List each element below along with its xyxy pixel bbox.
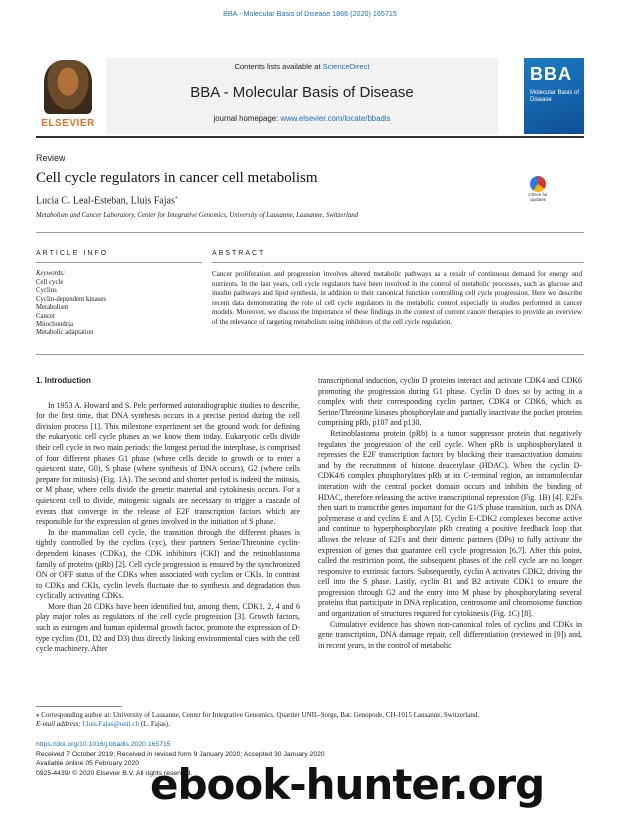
body-paragraph: In the mammalian cell cycle, the transition through the different phases is tightly controlled by the cyclins (cyc), their partners Serine/Threonine cyclin-dependent kinases (CDKs), the CDK inhibitors (CKI) and the retinoblastoma family of proteins (pRb) [2]. Cell cycle progression is ensured by the synchronized ON or OFF status of the CDKs when associated with cyclins or CKIs. In contrast to CDKs and CKIs, cyclin levels fluctuate due to synthesis and degradation thus cyclically activating CDKs. (36, 527, 300, 601)
email-suffix: (L. Fajas). (139, 720, 170, 728)
body-left-column (36, 376, 300, 655)
email-label: E-mail address: (36, 720, 83, 728)
affiliation: Metabolism and Cancer Laboratory, Center for Integrative Genomics, University of Lausanne, Lausanne, Switzerland (36, 212, 359, 219)
copyright: 0925-4439/ © 2020 Elsevier B.V. All rights reserved. (36, 769, 193, 777)
contents-line (106, 62, 498, 71)
body-paragraph: Cumulative evidence has shown non-canonical roles of cyclins and CDKs in gene transcription, DNA damage repair, cell differentiation (reviewed in [9]) and, in recent years, in the control of metabolic (318, 619, 582, 650)
cover-subtitle: Molecular Basis of Disease (530, 90, 580, 103)
body-paragraph: More than 20 CDKs have been identified but, among them, CDK1, 2, 4 and 6 play major roles as regulators of the cell cycle progression [3]. Growth factors, such as estrogen and human epidermal growth factor, promote the expression of D-type cyclins (D1, D2 and D3) thus directly linking environmental cues with the cell cycle machinery. After (36, 601, 300, 654)
check-for-updates-button[interactable] (523, 176, 553, 206)
article-type: Review (36, 153, 66, 163)
author-list (36, 194, 178, 206)
crossmark-icon (530, 176, 546, 192)
available-online: Available online 05 February 2020 (36, 760, 140, 767)
received-dates: Received 7 October 2019; Received in revised form 9 January 2020; Accepted 30 January 2020 (36, 750, 325, 758)
elsevier-tree-icon (44, 60, 92, 114)
header-divider (36, 232, 584, 233)
footnote (36, 711, 584, 729)
email-line (36, 720, 584, 729)
article-title: Cell cycle regulators in cancer cell metabolism (36, 170, 318, 186)
keyword: Metabolic adaptation (36, 329, 94, 337)
watermark: ebook-hunter.org (150, 760, 545, 809)
publisher-logo-text: ELSEVIER (41, 118, 95, 129)
corresponding-author-mark[interactable]: ⁎ (174, 195, 178, 201)
footnote-rule (36, 706, 122, 707)
authors-text: Lucia C. Leal-Esteban, Lluis Fajas (36, 195, 175, 207)
abstract-divider (36, 354, 584, 355)
keyword: Cell cycle (36, 279, 64, 286)
homepage-prefix: journal homepage: (213, 114, 281, 123)
keyword: Cyclin-dependent kinases (36, 295, 107, 303)
keyword: Cyclins (36, 287, 57, 295)
cover-title: BBA (530, 64, 572, 84)
keyword-list (36, 279, 106, 338)
body-paragraph: transcriptional induction, cyclin D proteins interact and activate CDK4 and CDK6 promoting the progression during G1 phase. Cyclin D does so by acting in a complex with their corresponding cyclin partner, CDK4 or CDK6, which as Serine/Threonine kinases phosphorylate and partially inactivate the pocket proteins comprising pRb, p107 and p130. (318, 376, 582, 428)
abstract-text: Cancer proliferation and progression involves altered metabolic pathways as a result of continuous demand for energy and nutrients. In the last years, cell cycle regulators have been involved in the control of metabolic processes, such as glucose and insulin pathways and lipid synthesis, in addition to their canonical function controlling cell cycle progression. Here we describe recent data demonstrating the role of cell cycle regulators in the metabolic control especially in studies performed in cancer models. Moreover, we discuss the importance of these findings in the context of current cancer therapies to provide an overview of the relevance of targeting metabolism using inhibitors of the cell cycle regulation. (212, 270, 582, 326)
body-right-column (318, 376, 582, 651)
check-updates-label: Check for updates (528, 192, 548, 202)
body-paragraph: In 1953 A. Howard and S. Pelc performed autoradiographic studies to describe, for the first time, that DNA synthesis occurs in a precise period during the cell division process [1]. This milestone experiment set the ground work for defining the eukaryotic cell cycle phases as we know them today. Eukaryotic cells divide their cell cycle in two main periods: the longest period the interphase, is comprised of four different phases G1 phase (where cells decide to growth or to enter a quiescent state, G0), S phase (where synthesis of DNA occurs), G2 (where cells prepare for mitosis) (Fig. 1A). The second and shorter period is indeed the mitosis, or M phase, where cells divide the genetic material and cytokinesis occurs. For a quiescent cell to divide, mitogenic signals are necessary to trigger a cascade of events that converge in the release of E2F transcription factors which are responsible for the expression of genes involved in the initiation of S phase. (36, 400, 300, 527)
masthead-center (106, 58, 498, 134)
elsevier-logo (36, 58, 100, 132)
masthead (36, 58, 584, 138)
journal-title: BBA - Molecular Basis of Disease (190, 84, 414, 101)
abstract-heading: ABSTRACT (212, 250, 266, 257)
abstract-rule (212, 262, 584, 263)
keyword: Metabolism (36, 304, 69, 312)
journal-cover[interactable] (524, 58, 584, 134)
homepage-link[interactable]: www.elsevier.com/locate/bbadis (280, 114, 391, 123)
keyword: Mitochondria (36, 321, 73, 329)
journal-reference[interactable]: BBA - Molecular Basis of Disease 1866 (2020) 165715 (223, 9, 397, 18)
article-info-heading: ARTICLE INFO (36, 250, 109, 257)
corresponding-author-note: ⁎ Corresponding author at: University of Lausanne, Center for Integrative Genomics, Quartier UNIL-Sorge, Bat. Genopode, CH-1015 Lausanne, Switzerland. (36, 711, 480, 719)
info-rule (36, 262, 202, 263)
homepage-line (106, 114, 498, 123)
sciencedirect-link[interactable]: ScienceDirect (322, 62, 370, 71)
contents-prefix: Contents lists available at (234, 62, 323, 71)
doi-link[interactable]: https://doi.org/10.1016/j.bbadis.2020.165715 (36, 741, 171, 748)
body-paragraph: Retinoblastoma protein (pRb) is a tumor suppressor protein that negatively regulates the progression of the cell cycle. When pRb is unphosphorylated it represses the E2F transcription factors by blocking their transactivation domains and by the recruitment of histone deacetylase (HDAC). When the cyclin D-CDK4/6 complex phosphorylates pRb at its C-terminal region, an intramolecular interation with the central pocket domain occurs and inhibits the binding of HDAC, therefore releasing the active transcriptional repression (Fig. 1B) [4]. E2Fs then start to transcribe genes important for the G1/S phase transition, such as DNA polymerase α and cyclins E and A [5]. Cyclin E-CDK2 complexes become active and continue to hyperphosphorylate pRb creating a positive feedback loop that allows the release of E2Fs and their dimeric partners (DPs) to fully activate the expression of genes that guarantee cell cycle progression [6,7]. After this point, called the restriction point, the subsequent phases of the cell cycle are no longer responsive to extrinsic factors. Subsequently, cyclin A activates CDK2, driving the cell into the S phase. Lastly, cyclin B1 and B2 activate CDK1 to ensure the progression through G2 and the entry into M phase by phosphorylating several proteins that participate in DNA replication, centrosome and chromosome function and organization of structures required for cytokinesis (Fig. 1C) [8]. (318, 428, 582, 619)
keyword: Cancer (36, 312, 56, 320)
keywords-label: Keywords: (36, 270, 66, 277)
section-title: 1. Introduction (36, 376, 91, 385)
email-link[interactable]: Lluis.Fajas@unil.ch (82, 720, 140, 728)
